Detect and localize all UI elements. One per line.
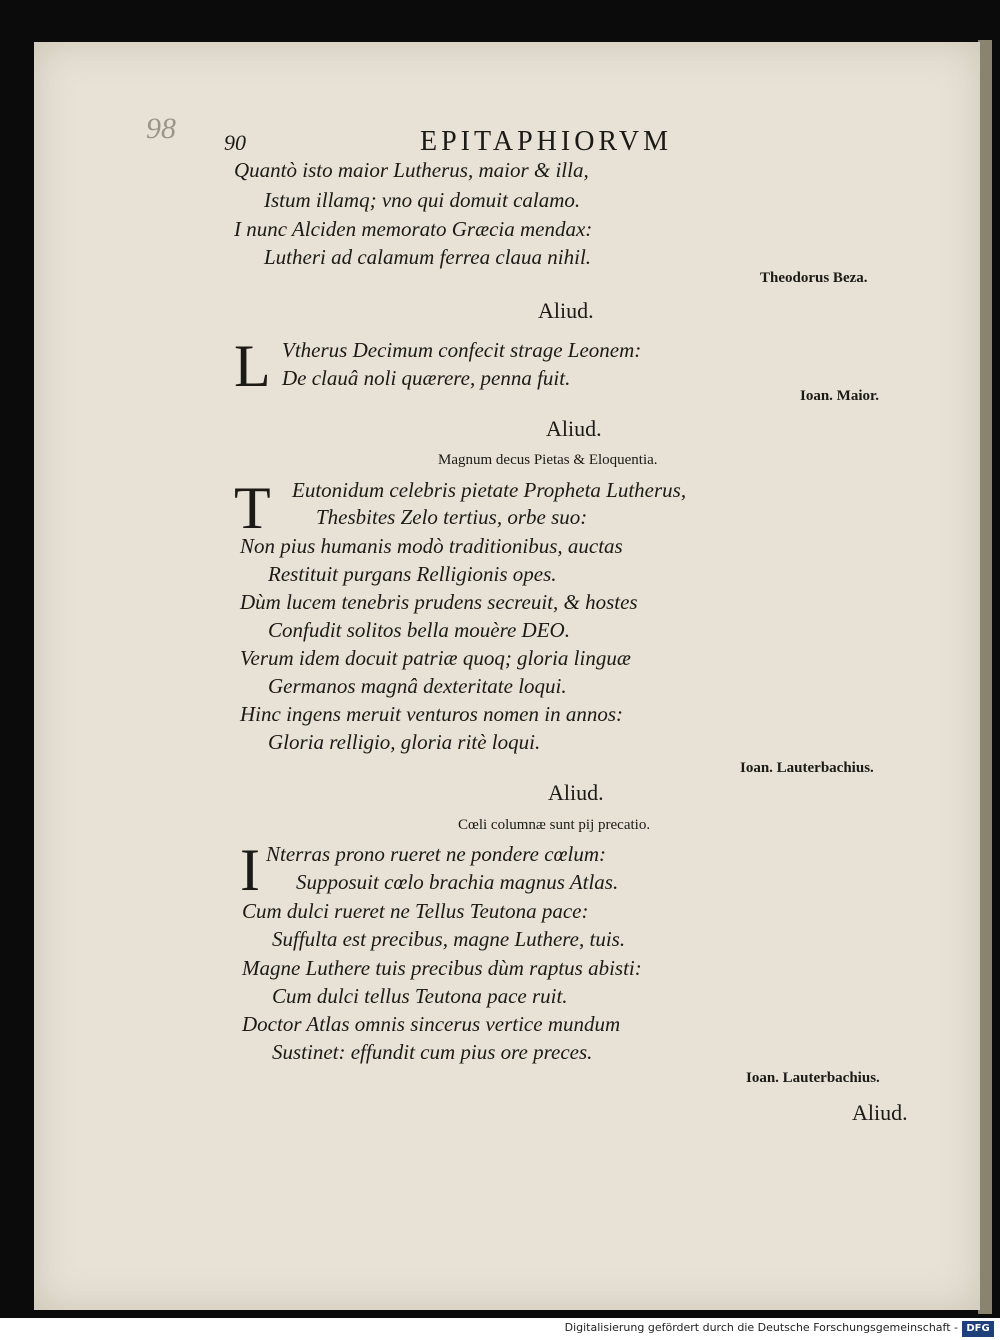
running-title: EPITAPHIORVM (420, 126, 672, 157)
dfg-logo: DFG (962, 1321, 994, 1337)
verse-line: Suffulta est precibus, magne Luthere, tuis. (272, 927, 626, 951)
footer-bar (0, 1318, 1000, 1340)
verse-line: Magne Luthere tuis precibus dùm raptus abisti: (242, 956, 642, 980)
author-attribution: Ioan. Lauterbachius. (746, 1070, 880, 1086)
author-attribution: Ioan. Maior. (800, 388, 880, 404)
verse-line: Supposuit cœlo brachia magnus Atlas. (296, 870, 619, 894)
verse-line: Sustinet: effundit cum pius ore preces. (272, 1040, 593, 1064)
page-number: 90 (224, 130, 246, 155)
funding-notice: Digitalisierung gefördert durch die Deutsche Forschungsgemeinschaft - (564, 1321, 958, 1334)
author-attribution: Theodorus Beza. (760, 270, 868, 286)
section-heading: Aliud. (538, 298, 594, 323)
drop-cap: I (240, 837, 260, 903)
motto: Magnum decus Pietas & Eloquentia. (438, 452, 658, 468)
verse-line: Vtherus Decimum confecit strage Leonem: (282, 338, 642, 362)
verse-line: Eutonidum celebris pietate Propheta Lutherus, (292, 478, 687, 502)
verse-line: De clauâ noli quærere, penna fuit. (282, 366, 571, 390)
verse-line: Lutheri ad calamum ferrea claua nihil. (264, 245, 592, 269)
verse-line: Verum idem docuit patriæ quoq; gloria linguæ (240, 646, 631, 670)
section-heading: Aliud. (546, 416, 602, 441)
verse-line: Doctor Atlas omnis sincerus vertice mundum (242, 1012, 621, 1036)
verse-line: Hinc ingens meruit venturos nomen in annos: (240, 702, 624, 726)
verse-line: Cum dulci tellus Teutona pace ruit. (272, 984, 568, 1008)
drop-cap: T (234, 475, 271, 541)
author-attribution: Ioan. Lauterbachius. (740, 760, 874, 776)
page-edge (978, 40, 992, 1314)
verse-line: Restituit purgans Relligionis opes. (268, 562, 557, 586)
verse-line: Istum illamq; vno qui domuit calamo. (264, 188, 581, 212)
verse-line: Gloria relligio, gloria ritè loqui. (268, 730, 541, 754)
verse-line: Dùm lucem tenebris prudens secreuit, & hostes (240, 590, 638, 614)
motto: Cœli columnæ sunt pij precatio. (458, 817, 651, 833)
verse-line: Confudit solitos bella mouère DEO. (268, 618, 570, 642)
drop-cap: L (234, 333, 271, 399)
pencil-mark: 98 (146, 112, 176, 145)
verse-line: I nunc Alciden memorato Græcia mendax: (234, 217, 593, 241)
book-page (34, 42, 980, 1310)
catchword: Aliud. (852, 1100, 908, 1125)
verse-line: Nterras prono rueret ne pondere cœlum: (266, 842, 607, 866)
verse-line: Quantò isto maior Lutherus, maior & illa, (234, 158, 589, 182)
verse-line: Non pius humanis modò traditionibus, auctas (240, 534, 623, 558)
verse-line: Germanos magnâ dexteritate loqui. (268, 674, 567, 698)
section-heading: Aliud. (548, 780, 604, 805)
verse-line: Cum dulci rueret ne Tellus Teutona pace: (242, 899, 589, 923)
verse-line: Thesbites Zelo tertius, orbe suo: (316, 505, 588, 529)
